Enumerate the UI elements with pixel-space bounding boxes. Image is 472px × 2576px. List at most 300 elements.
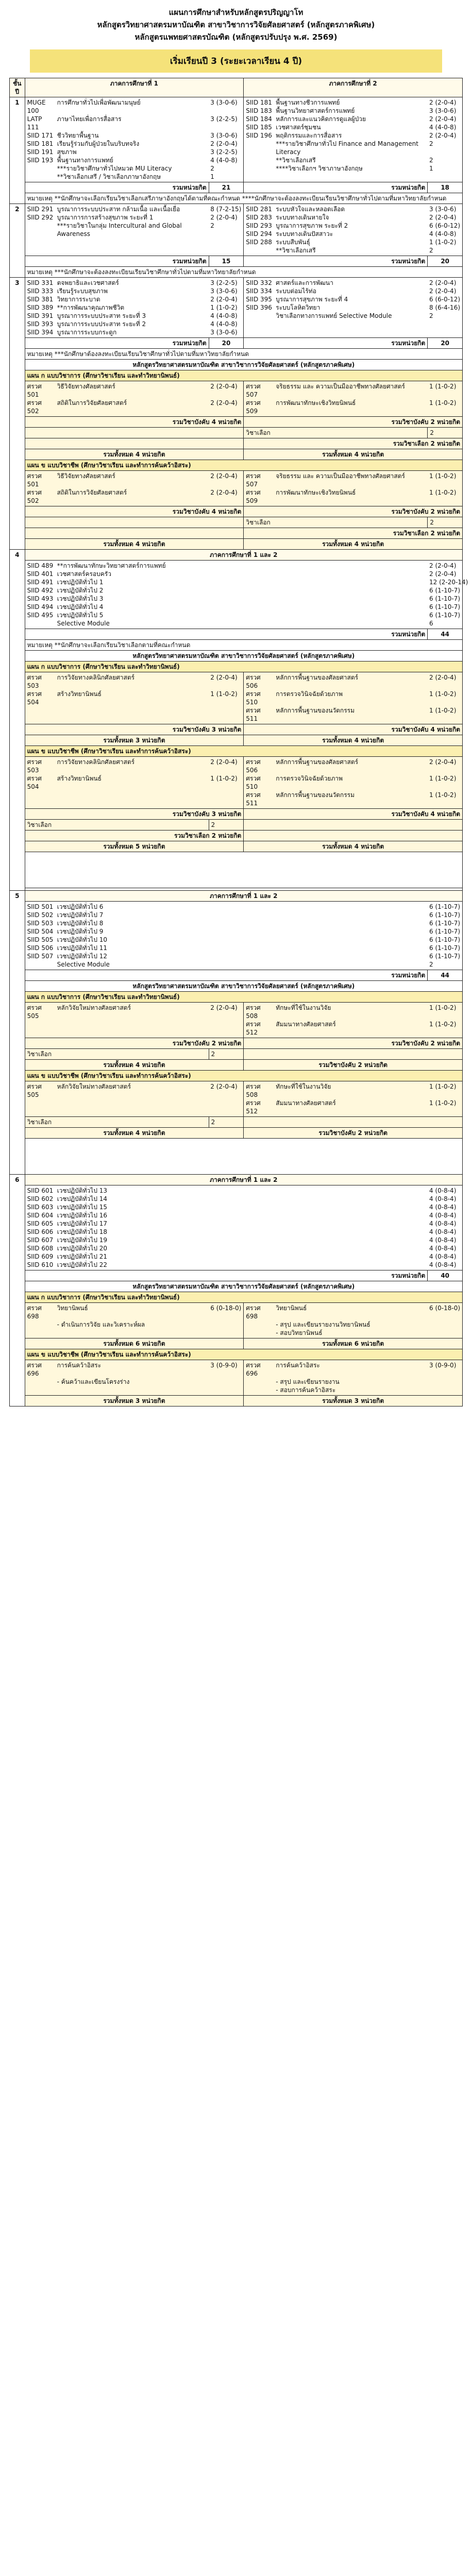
- course-code: SIID 605: [27, 1220, 54, 1227]
- course-row: [27, 595, 460, 603]
- course-cr: 3 (0-9-0): [210, 1362, 238, 1369]
- course-name: - สรุป และเขียนรายงานวิทยานิพนธ์: [276, 1321, 370, 1328]
- year1-sem2-list: [244, 97, 463, 182]
- course-cr: 4 (0-8-4): [429, 1253, 457, 1260]
- course-code: SIID 603: [27, 1204, 54, 1211]
- year4-plan-b-sem2: [244, 757, 463, 809]
- course-name: - ค้นคว้าและเขียนโครงร่าง: [57, 1378, 130, 1385]
- course-cr: 3 (3-0-6): [210, 132, 238, 139]
- course-name: หลักการพื้นฐานของนวัตกรรม: [276, 707, 355, 714]
- course-code: ศรวศ 504: [27, 690, 42, 706]
- year5-list: [25, 902, 462, 970]
- course-cr: 3 (3-0-6): [210, 287, 238, 295]
- course-name: เวชปฏิบัติทั่วไป 7: [57, 911, 104, 919]
- year6-msc-title-row: [10, 1281, 463, 1292]
- course-cr: 2: [429, 140, 433, 147]
- course-row: [246, 1320, 460, 1329]
- course-code: SIID 181: [246, 99, 272, 106]
- year6-plan-b-sem1: [25, 1360, 244, 1396]
- course-cr: 2 (2-0-4): [429, 674, 457, 681]
- year4-plan-b-total1: รวมทั้งหมด 5 หน่วยกิต: [25, 841, 244, 852]
- course-code: SIID 389: [27, 304, 54, 311]
- course-code: [246, 140, 273, 156]
- course-row: [27, 1378, 242, 1386]
- year4-plan-a-total-row: [10, 735, 463, 746]
- year3-plan-b-sum2: รวมวิชาบังคับ 2 หน่วยกิต: [244, 506, 463, 517]
- course-row: [27, 758, 242, 774]
- course-name: เรียนรู้ระบบสุขภาพ: [57, 287, 108, 295]
- year1-total-1: 21: [209, 182, 244, 193]
- course-row: [246, 115, 460, 123]
- course-code: ศรวศ 506: [246, 674, 261, 689]
- year3-plan-a-row: [10, 381, 463, 417]
- year4-plan-b-sum2: รวมวิชาบังคับ 4 หน่วยกิต: [244, 809, 463, 820]
- course-name: **วิชาเลือกเสรี: [276, 157, 316, 164]
- year5-plan-a-row: [10, 1003, 463, 1038]
- course-cr: 1 (1-0-2): [210, 304, 238, 311]
- course-code: SIID 495: [27, 612, 54, 619]
- course-name: ระบบสืบพันธุ์: [276, 239, 310, 246]
- course-name: เวชปฏิบัติทั่วไป 5: [57, 612, 104, 619]
- course-row: [27, 960, 460, 969]
- course-code: ศรวศ 506: [246, 758, 261, 774]
- course-row: [27, 927, 460, 936]
- course-name: หลักการพื้นฐานของศัลยศาสตร์: [276, 758, 359, 766]
- course-name: ระบบทางเดินหายใจ: [276, 214, 329, 221]
- course-name: บูรณาการสุขภาพ ระยะที่ 4: [276, 296, 348, 303]
- year2-total-label-1: รวมหน่วยกิต: [25, 256, 209, 267]
- year3-plan-b-total-row: [10, 539, 463, 550]
- course-name: สัมมนาทางศัลยศาสตร์: [276, 1021, 336, 1028]
- year5-plan-a-sum2: รวมวิชาบังคับ 2 หน่วยกิต: [244, 1038, 463, 1049]
- year1-number: 1: [10, 97, 25, 204]
- course-name: การวิจัยทางคลินิกศัลยศาสตร์: [57, 674, 135, 681]
- course-code: ศรวศ 512: [246, 1099, 261, 1115]
- course-name: Selective Module: [57, 620, 110, 627]
- year3-plan-b-empty: [25, 517, 244, 528]
- course-cr: 8 (6-4-16): [429, 304, 461, 311]
- course-cr: 3 (3-0-6): [429, 206, 457, 213]
- year5-plan-a-sem1: [25, 1003, 244, 1038]
- course-name: ระบบทางเดินปัสสาวะ: [276, 230, 333, 238]
- course-name: ภาษาไทยเพื่อการสื่อสาร: [57, 115, 122, 123]
- course-code: SIID 604: [27, 1212, 54, 1219]
- year2-note-row: [10, 267, 463, 278]
- course-code: SIID 394: [27, 329, 54, 336]
- course-code: SIID 507: [27, 953, 54, 960]
- course-name: วิธีวิจัยทางศัลยศาสตร์: [57, 383, 115, 390]
- course-name: พฤติกรรมและการสื่อสาร: [276, 132, 342, 139]
- course-cr: 1 (1-0-2): [429, 791, 457, 799]
- year4-plan-b-elective-sum-row: [10, 831, 463, 841]
- year4-plan-b-row: [10, 757, 463, 809]
- course-name: การศึกษาทั่วไปเพื่อพัฒนามนุษย์: [57, 99, 141, 106]
- course-name: จริยธรรม และ ความเป็นมืออาชีพทางศัลยศาสตร์: [276, 383, 405, 390]
- course-code: SIID 395: [246, 296, 272, 303]
- year5-msc-title-row: [10, 981, 463, 992]
- course-code: ศรวศ 512: [246, 1021, 261, 1036]
- course-code: SIID 191: [27, 148, 54, 156]
- year6-total-label: รวมหน่วยกิต: [25, 1270, 428, 1281]
- course-name: ***รายวิชาศึกษาทั่วไป Finance and Management Literacy: [276, 140, 418, 156]
- course-name: สร้างวิทยานิพนธ์: [57, 690, 102, 698]
- course-row: [27, 115, 242, 131]
- course-name: เวชปฏิบัติทั่วไป 20: [57, 1245, 108, 1252]
- year3-plan-a-elective-cr: 2: [428, 428, 463, 438]
- course-row: [27, 1203, 460, 1211]
- course-row: [246, 230, 460, 238]
- year3-plan-b-elective-row: [10, 517, 463, 528]
- year1-row: [10, 97, 463, 182]
- year5-plan-a-total1: รวมทั้งหมด 4 หน่วยกิต: [25, 1060, 244, 1071]
- course-row: [27, 488, 242, 505]
- year5-head: ภาคการศึกษาที่ 1 และ 2: [25, 891, 462, 902]
- course-row: [246, 791, 460, 807]
- course-cr: 1 (1-0-2): [429, 690, 457, 698]
- course-cr: 6 (0-18-0): [210, 1304, 242, 1312]
- header-sem2: ภาคการศึกษาที่ 2: [244, 78, 463, 97]
- course-cr: [429, 1378, 460, 1386]
- course-cr: 6 (1-10-7): [429, 603, 461, 611]
- course-row: [246, 488, 460, 505]
- course-row: [246, 382, 460, 399]
- course-code: SIID 334: [246, 287, 272, 295]
- course-cr: 2 (2-0-4): [429, 287, 457, 295]
- course-cr: 2 (2-0-4): [429, 758, 457, 766]
- year6-head-row: [10, 1175, 463, 1185]
- year6-plan-a-sem1: [25, 1303, 244, 1338]
- year5-number: 5: [10, 891, 25, 1175]
- year3-plan-b-elective-sum-row: [10, 528, 463, 539]
- year4-plan-b-label: แผน ข แบบวิชาชีพ (ศึกษาวิชาเรียน และทำการค้นคว้าอิสระ): [25, 746, 462, 757]
- course-code: ศรวศ 509: [246, 399, 261, 415]
- course-code: SIID 281: [246, 206, 272, 213]
- course-row: [27, 1320, 242, 1329]
- course-code: [246, 156, 273, 164]
- year6-plan-a-total2: รวมทั้งหมด 6 หน่วยกิต: [244, 1338, 463, 1349]
- year3-plan-a-total1: รวมทั้งหมด 4 หน่วยกิต: [25, 449, 244, 460]
- year4-plan-a-sum-row: [10, 724, 463, 735]
- course-row: [246, 205, 460, 213]
- course-row: [27, 1304, 242, 1320]
- year3-number: 3: [10, 278, 25, 550]
- course-name: เวชปฏิบัติทั่วไป 3: [57, 595, 104, 602]
- course-code: [27, 1320, 54, 1329]
- title-line-1: แผนการศึกษาสำหรับหลักสูตรปริญญาโท: [168, 8, 304, 17]
- course-name: วิทยาการระบาด: [57, 296, 100, 303]
- year4-plan-a-total1: รวมทั้งหมด 3 หน่วยกิต: [25, 735, 244, 746]
- course-name: บูรณาการระบบประสาท ระยะที่ 3: [57, 312, 146, 319]
- course-row: [246, 673, 460, 690]
- course-name: พื้นฐานทางชีวการแพทย์: [276, 99, 340, 106]
- course-row: [246, 1004, 460, 1020]
- course-cr: 1 (1-0-2): [429, 1021, 457, 1028]
- year5-plan-a-total2: รวมวิชาบังคับ 2 หน่วยกิต: [244, 1060, 463, 1071]
- course-code: [27, 173, 54, 181]
- year4-number: 4: [10, 550, 25, 891]
- course-cr: 2 (2-0-4): [210, 296, 238, 303]
- year4-spacer: [25, 852, 462, 888]
- year1-note-row: [10, 193, 463, 204]
- course-row: [27, 213, 242, 222]
- year2-row: [10, 204, 463, 256]
- year4-total: 44: [428, 629, 463, 640]
- course-code: ศรวศ 503: [27, 674, 42, 689]
- year5-head-row: [10, 891, 463, 902]
- year6-list-row: [10, 1185, 463, 1270]
- course-code: ศรวศ 503: [27, 758, 42, 774]
- course-row: [246, 140, 460, 156]
- year3-note: หมายเหตุ ***นักศึกษาต้องลงทะเบียนเรียนวิชาศึกษาทั่วไปตามที่มหาวิทยาลัยกำหนด: [25, 349, 462, 360]
- year5-plan-a-empty: [244, 1049, 463, 1060]
- year5-plan-a-label-row: [10, 992, 463, 1003]
- course-row: [246, 774, 460, 791]
- course-row: [27, 570, 460, 578]
- year4-msc-section-title: หลักสูตรวิทยาศาสตรมหาบัณฑิต สาขาวิชาการวิจัยศัลยศาสตร์ (หลักสูตรภาคพิเศษ): [25, 651, 462, 662]
- course-row: [27, 320, 242, 328]
- course-row: [246, 287, 460, 295]
- year3-plan-a-sum1: รวมวิชาบังคับ 4 หน่วยกิต: [25, 417, 244, 428]
- year5-plan-b-row: [10, 1081, 463, 1117]
- course-cr: 3 (2-2-5): [210, 115, 238, 123]
- course-code: SIID 506: [27, 944, 54, 952]
- year3-msc-section-title: หลักสูตรวิทยาศาสตรมหาบัณฑิต สาขาวิชาการวิจัยศัลยศาสตร์ (หลักสูตรภาคพิเศษ): [25, 360, 462, 370]
- course-cr: 1 (1-0-2): [429, 383, 457, 390]
- course-cr: 2 (2-0-4): [429, 132, 457, 139]
- course-code: [246, 164, 273, 173]
- year3-total-2: 20: [428, 338, 463, 349]
- course-name: สุขภาพ: [57, 148, 77, 156]
- year5-plan-a-elective: วิชาเลือก: [25, 1049, 209, 1060]
- year2-number: 2: [10, 204, 25, 278]
- course-cr: 3 (3-0-6): [429, 107, 457, 114]
- course-name: สร้างวิทยานิพนธ์: [57, 775, 102, 782]
- course-name: ชีววิทยาพื้นฐาน: [57, 132, 99, 139]
- course-name: เวชปฏิบัติทั่วไป 18: [57, 1228, 108, 1235]
- course-code: SIID 171: [27, 132, 54, 139]
- course-cr: 2 (2-0-4): [210, 1083, 238, 1090]
- course-name: เวชปฏิบัติทั่วไป 21: [57, 1253, 108, 1260]
- course-cr: 1 (1-0-2): [429, 489, 457, 496]
- course-name: **การพัฒนาคุณภาพชีวิต: [57, 304, 125, 311]
- course-cr: 6 (0-18-0): [429, 1304, 461, 1312]
- year4-list: [25, 561, 468, 629]
- course-name: - สอบการค้นคว้าอิสระ: [276, 1386, 336, 1394]
- course-name: หลักการพื้นฐานของศัลยศาสตร์: [276, 674, 359, 681]
- course-code: [27, 222, 54, 238]
- course-code: ศรวศ 501: [27, 472, 42, 488]
- course-row: [246, 246, 460, 255]
- study-plan-table: [9, 78, 468, 1406]
- course-row: [27, 222, 242, 238]
- year5-plan-a-sem2: [244, 1003, 463, 1038]
- course-code: ศรวศ 696: [27, 1362, 42, 1377]
- year5-plan-a-elective-cr: 2: [209, 1049, 244, 1060]
- year3-plan-a-sem1: [25, 381, 244, 417]
- course-code: ศรวศ 511: [246, 791, 261, 807]
- year5-total-row: [10, 970, 463, 981]
- year4-plan-a-sum1: รวมวิชาบังคับ 3 หน่วยกิต: [25, 724, 244, 735]
- year3-note-row: [10, 349, 463, 360]
- course-name: การตรวจวินิจฉัยด้วยภาพ: [276, 775, 343, 782]
- course-code: SIID 391: [27, 312, 54, 319]
- course-code: ศรวศ 504: [27, 775, 42, 790]
- course-code: SIID 393: [27, 320, 54, 328]
- course-code: ศรวศ 502: [27, 399, 42, 415]
- course-cr: 4 (4-0-8): [210, 320, 238, 328]
- year4-plan-a-label-row: [10, 662, 463, 672]
- course-cr: 6 (1-10-7): [429, 595, 461, 602]
- course-cr: 3 (0-9-0): [429, 1362, 457, 1369]
- year3-total-row: [10, 338, 463, 349]
- course-row: [27, 603, 460, 611]
- course-cr: 6 (1-10-7): [429, 587, 461, 594]
- course-cr: 4 (0-8-4): [429, 1212, 457, 1219]
- course-row: [27, 619, 460, 628]
- course-row: [27, 1244, 460, 1252]
- year2-sem1-list: [25, 204, 244, 256]
- course-name: การค้นคว้าอิสระ: [276, 1362, 320, 1369]
- year5-plan-a-total-row: [10, 1060, 463, 1071]
- course-name: ศาสตร์และการพัฒนา: [276, 279, 333, 286]
- course-cr: 2 (2-0-4): [429, 99, 457, 106]
- year5-spacer: [25, 1139, 462, 1175]
- year5-plan-a-sum-row: [10, 1038, 463, 1049]
- year3-plan-a-sum2: รวมวิชาบังคับ 2 หน่วยกิต: [244, 417, 463, 428]
- year1-note: หมายเหตุ **นักศึกษาจะเลือกเรียนวิชาเลือกเสรีภาษาอังกฤษได้ตามที่คณะกำหนด ****นักศึกษาจะต้องลงทะเบียนเรียนวิชาศึกษาทั่วไปตามที่มหาวิทยาลัยกำหนด: [25, 193, 462, 204]
- year5-plan-b-total1: รวมทั้งหมด 4 หน่วยกิต: [25, 1128, 244, 1139]
- course-row: [246, 690, 460, 706]
- year5-plan-b-total2: รวมวิชาบังคับ 2 หน่วยกิต: [244, 1128, 463, 1139]
- course-cr: 2 (2-0-4): [429, 562, 457, 569]
- course-name: - สอบวิทยานิพนธ์: [276, 1329, 323, 1336]
- course-name: วิธีวิจัยทางศัลยศาสตร์: [57, 472, 115, 480]
- year6-plan-b-label: แผน ข แบบวิชาชีพ (ศึกษาวิชาเรียน และทำการค้นคว้าอิสระ): [25, 1349, 462, 1360]
- year2-note: หมายเหตุ ***นักศึกษาจะต้องลงทะเบียนเรียนวิชาศึกษาทั่วไปตามที่มหาวิทยาลัยกำหนด: [25, 267, 462, 278]
- course-row: [27, 903, 460, 911]
- course-code: ศรวศ 698: [27, 1304, 42, 1320]
- course-row: [27, 1187, 460, 1195]
- course-name: การพัฒนาทักษะเชิงวิทยนิพนธ์: [276, 489, 356, 496]
- course-code: SIID 185: [246, 124, 272, 131]
- course-row: [27, 205, 242, 213]
- course-code: [246, 1320, 273, 1329]
- course-code: ศรวศ 698: [246, 1304, 261, 1320]
- course-row: [27, 911, 460, 919]
- year5-plan-a-sum1: รวมวิชาบังคับ 2 หน่วยกิต: [25, 1038, 244, 1049]
- course-cr: 2 (2-0-4): [210, 489, 238, 496]
- course-cr: 2: [429, 247, 433, 254]
- course-cr: 2 (2-0-4): [210, 214, 238, 221]
- year5-list-row: [10, 902, 463, 970]
- course-cr: 2: [210, 165, 214, 172]
- course-cr: 12 (2-20-14): [429, 579, 468, 586]
- course-cr: 2 (2-0-4): [210, 758, 238, 766]
- course-name: สถิติในการวิจัยศัลยศาสตร์: [57, 399, 127, 406]
- course-cr: [429, 1386, 460, 1394]
- course-code: SIID 184: [246, 115, 272, 123]
- year3-plan-b-sum-row: [10, 506, 463, 517]
- year3-total-1: 20: [209, 338, 244, 349]
- course-row: [27, 1252, 460, 1261]
- year6-plan-b-total1: รวมทั้งหมด 3 หน่วยกิต: [25, 1396, 244, 1406]
- course-code: SIID 610: [27, 1261, 54, 1268]
- course-code: [27, 164, 54, 173]
- course-name: Selective Module: [57, 961, 110, 968]
- course-row: [27, 944, 460, 952]
- year4-head-row: [10, 550, 463, 561]
- year4-plan-b-elective: วิชาเลือก: [25, 820, 209, 831]
- course-code: SIID 503: [27, 920, 54, 927]
- year3-plan-a-elective-sum-row: [10, 438, 463, 449]
- course-name: วิทยานิพนธ์: [57, 1304, 88, 1312]
- course-row: [246, 1099, 460, 1115]
- course-code: SIID 493: [27, 595, 54, 602]
- course-row: [246, 107, 460, 115]
- course-row: [246, 98, 460, 107]
- course-code: SIID 492: [27, 587, 54, 594]
- year6-plan-b-total-row: [10, 1396, 463, 1406]
- document-title: [9, 6, 463, 43]
- course-cr: 2 (2-0-4): [429, 214, 457, 221]
- course-row: [246, 399, 460, 415]
- course-row: [27, 611, 460, 619]
- course-code: SIID 293: [246, 222, 272, 229]
- year3-plan-b-total1: รวมทั้งหมด 4 หน่วยกิต: [25, 539, 244, 550]
- course-code: SIID 181: [27, 140, 54, 147]
- course-name: เวชปฏิบัติทั่วไป 10: [57, 936, 108, 943]
- course-name: เวชปฏิบัติทั่วไป 22: [57, 1261, 108, 1268]
- year3-plan-a-elective-sum: รวมวิชาเลือก 2 หน่วยกิต: [244, 438, 463, 449]
- year3-plan-b-elective-cr: 2: [428, 517, 463, 528]
- course-name: จริยธรรม และ ความเป็นมืออาชีพทางศัลยศาสตร์: [276, 472, 405, 480]
- year1-sem1-list: [25, 97, 244, 182]
- course-code: SIID 504: [27, 928, 54, 935]
- course-row: [246, 1020, 460, 1037]
- year6-plan-a-sem2: [244, 1303, 463, 1338]
- course-row: [246, 131, 460, 140]
- year3-plan-b-empty-2: [25, 528, 244, 539]
- year4-plan-a-sum2: รวมวิชาบังคับ 4 หน่วยกิต: [244, 724, 463, 735]
- course-row: [27, 1236, 460, 1244]
- course-code: SIID 501: [27, 903, 54, 910]
- course-cr: 1 (1-0-2): [429, 472, 457, 480]
- course-row: [246, 1378, 460, 1386]
- course-name: เวชปฏิบัติทั่วไป 19: [57, 1236, 108, 1244]
- year3-sem2-list: [244, 278, 463, 338]
- course-cr: 1 (1-0-2): [429, 707, 457, 714]
- course-code: ศรวศ 507: [246, 472, 261, 488]
- course-code: ศรวศ 501: [27, 383, 42, 398]
- course-code: [27, 960, 54, 969]
- course-name: การวิจัยทางคลินิกศัลยศาสตร์: [57, 758, 135, 766]
- course-name: บูรณาการสุขภาพ ระยะที่ 2: [276, 222, 348, 229]
- course-name: เวชปฏิบัติทั่วไป 15: [57, 1204, 108, 1211]
- year3-plan-b-total2: รวมทั้งหมด 4 หน่วยกิต: [244, 539, 463, 550]
- course-row: [27, 1361, 242, 1378]
- course-cr: 6 (1-10-7): [429, 903, 461, 910]
- course-code: SIID 502: [27, 911, 54, 919]
- course-code: SIID 333: [27, 287, 54, 295]
- course-row: [246, 1329, 460, 1337]
- year3-plan-b-row: [10, 471, 463, 506]
- course-code: MUGE 100: [27, 99, 46, 114]
- course-row: [27, 148, 242, 156]
- course-row: [27, 774, 242, 791]
- course-cr: 8 (7-2-15): [210, 206, 242, 213]
- year5-spacer-row: [10, 1139, 463, 1175]
- course-cr: 3 (3-0-6): [210, 99, 238, 106]
